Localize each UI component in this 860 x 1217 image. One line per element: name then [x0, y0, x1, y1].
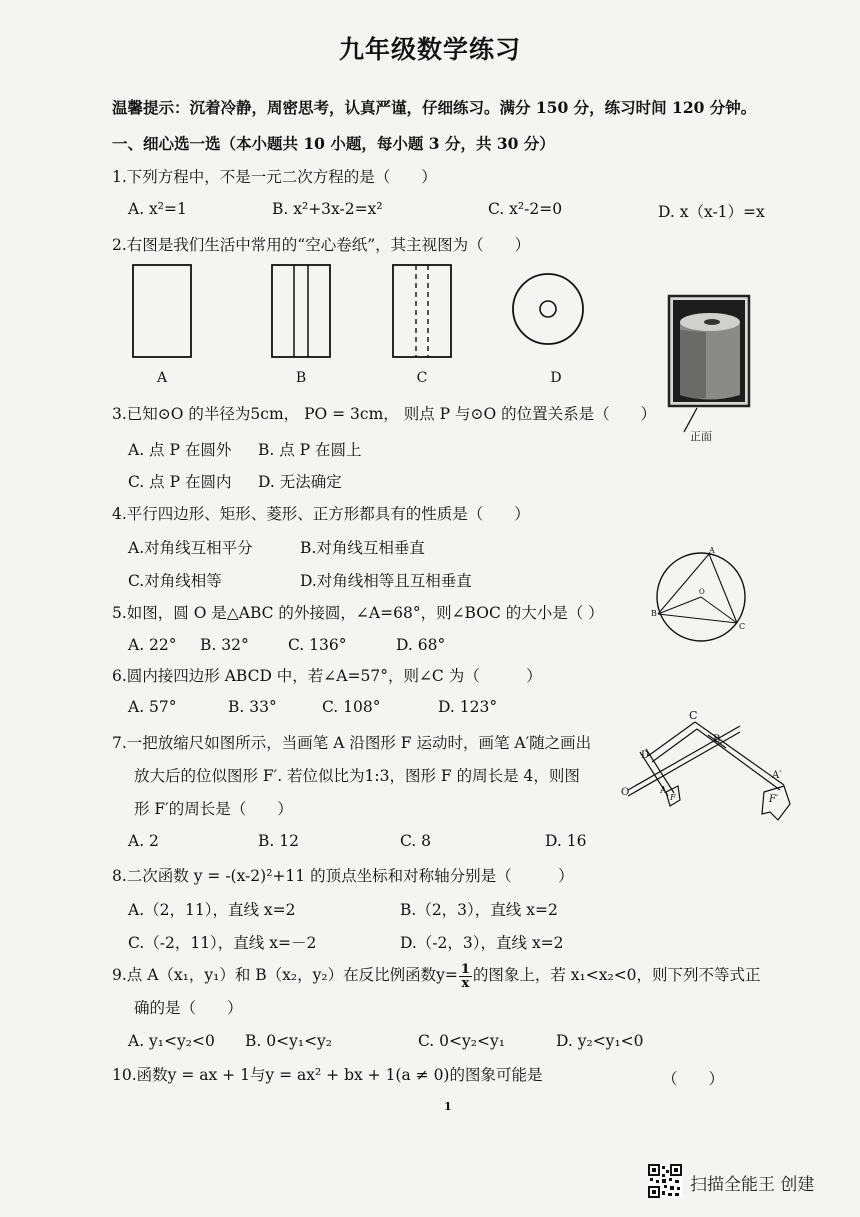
q8-option-c: C.（-2，11），直线 x=－2: [128, 934, 317, 952]
page-title: 九年级数学练习: [338, 35, 521, 64]
tip-text: 温馨提示：沉着冷静，周密思考，认真严谨，仔细练习。满分 150 分，练习时间 120 分钟。: [112, 98, 757, 117]
q5-option-c: C. 136°: [288, 636, 347, 654]
q5-fig-label-c: C: [739, 622, 746, 631]
q5-option-a: A. 22°: [128, 636, 177, 654]
q5-stem: 5.如图，圆 O 是△ABC 的外接圆，∠A=68°，则∠BOC 的大小是（ ）: [112, 604, 604, 622]
q9-fraction: [459, 963, 472, 990]
q6-option-c: C. 108°: [322, 698, 381, 716]
q1-option-c: C. x²-2=0: [488, 200, 563, 218]
q2-fig-c: [393, 265, 451, 357]
q3-stem: 3.已知⊙O 的半径为5cm， PO = 3cm， 则点 P 与⊙O 的位置关系是（ ）: [112, 405, 657, 423]
q5-circle-figure: [657, 553, 745, 641]
q9-option-d: D. y₂<y₁<0: [556, 1032, 644, 1050]
q7-stem-line2: 放大后的位似图形 F′. 若位似比为1:3，图形 F 的周长是 4，则图: [134, 767, 580, 785]
q7-fig-label-a: A: [660, 786, 667, 796]
q7-fig-label-c: C: [689, 709, 698, 722]
q2-fig-a: [133, 265, 191, 357]
q2-label-c: C: [416, 370, 428, 386]
q2-stem: 2.右图是我们生活中常用的“空心卷纸”，其主视图为（ ）: [112, 236, 531, 254]
q3-option-c: C. 点 P 在圆内: [128, 473, 232, 491]
q5-option-b: B. 32°: [200, 636, 249, 654]
q8-option-b: B.（2，3），直线 x=2: [400, 901, 558, 919]
q2-fig-d: [513, 274, 583, 344]
q1-option-a: A. x²=1: [128, 200, 187, 218]
q7-stem-line1: 7.一把放缩尺如图所示，当画笔 A 沿图形 F 运动时，画笔 A′随之画出: [112, 734, 592, 752]
q9-frac-den: x: [461, 975, 470, 991]
q7-fig-label-o: O: [621, 787, 630, 798]
q5-fig-label-b: B: [651, 609, 657, 618]
q6-option-b: B. 33°: [228, 698, 277, 716]
q2-label-a: A: [156, 370, 168, 386]
q4-option-a: A.对角线互相平分: [128, 539, 253, 557]
q7-fig-label-d: D: [641, 750, 650, 761]
section-heading: 一、细心选一选（本小题共 10 小题，每小题 3 分，共 30 分）: [112, 134, 555, 153]
q2-label-d: D: [550, 370, 562, 386]
q4-stem: 4.平行四边形、矩形、菱形、正方形都具有的性质是（ ）: [112, 505, 530, 523]
q7-option-b: B. 12: [258, 832, 299, 850]
q3-option-b: B. 点 P 在圆上: [258, 441, 362, 459]
q7-option-a: A. 2: [128, 832, 159, 850]
q9-option-b: B. 0<y₁<y₂: [245, 1032, 333, 1050]
q8-option-d: D.（-2，3），直线 x=2: [400, 934, 564, 952]
q7-stem-line3: 形 F′的周长是（ ）: [134, 800, 293, 818]
footer-watermark: 扫描全能王 创建: [690, 1175, 815, 1195]
q6-stem: 6.圆内接四边形 ABCD 中，若∠A=57°，则∠C 为（ ）: [112, 667, 542, 685]
q7-fig-label-a-prime: A′: [772, 770, 782, 781]
q9-option-a: A. y₁<y₂<0: [128, 1032, 215, 1050]
q9-stem-pre: 9.点 A（x₁，y₁）和 B（x₂，y₂）在反比例函数y=: [112, 966, 458, 984]
q9-option-c: C. 0<y₂<y₁: [418, 1032, 505, 1050]
q3-option-a: A. 点 P 在圆外: [128, 441, 232, 459]
q9-stem-post: 的图象上，若 x₁<x₂<0，则下列不等式正: [472, 966, 761, 984]
q3-option-d: D. 无法确定: [258, 473, 342, 491]
q5-option-d: D. 68°: [396, 636, 446, 654]
q8-option-a: A.（2，11），直线 x=2: [128, 901, 296, 919]
q7-fig-label-b: B: [713, 734, 721, 745]
q4-option-d: D.对角线相等且互相垂直: [300, 572, 472, 590]
q4-option-c: C.对角线相等: [128, 572, 222, 590]
q9-frac-num: 1: [460, 961, 470, 977]
q7-option-d: D. 16: [545, 832, 587, 850]
qr-code-icon: [648, 1164, 682, 1198]
q1-option-d: D. x（x-1）=x: [658, 203, 765, 221]
q9-stem-line2: 确的是（ ）: [134, 999, 243, 1017]
q1-option-b: B. x²+3x-2=x²: [272, 200, 383, 218]
photo-caption: 正面: [690, 430, 712, 443]
q5-fig-label-a: A: [709, 546, 715, 555]
q10-stem: 10.函数y = ax + 1与y = ax² + bx + 1(a ≠ 0)的图象可能是: [112, 1066, 543, 1084]
q7-fig-label-f: F: [670, 793, 676, 802]
q7-fig-label-f-prime: F′: [769, 794, 779, 805]
q6-option-d: D. 123°: [438, 698, 498, 716]
q7-option-c: C. 8: [400, 832, 432, 850]
q8-stem: 8.二次函数 y = -(x-2)²+11 的顶点坐标和对称轴分别是（ ）: [112, 867, 574, 885]
q10-answer-paren: （ ）: [662, 1070, 725, 1088]
toilet-paper-photo: [669, 296, 749, 432]
page-number: 1: [444, 1100, 452, 1113]
q2-fig-b: [272, 265, 330, 357]
q6-option-a: A. 57°: [128, 698, 177, 716]
q2-label-b: B: [295, 370, 307, 386]
q4-option-b: B.对角线互相垂直: [300, 539, 425, 557]
q5-fig-label-o: O: [699, 588, 705, 596]
q9-stem: [112, 961, 761, 990]
q1-stem: 1.下列方程中，不是一元二次方程的是（ ）: [112, 168, 437, 186]
q7-pantograph-figure: [628, 722, 790, 820]
